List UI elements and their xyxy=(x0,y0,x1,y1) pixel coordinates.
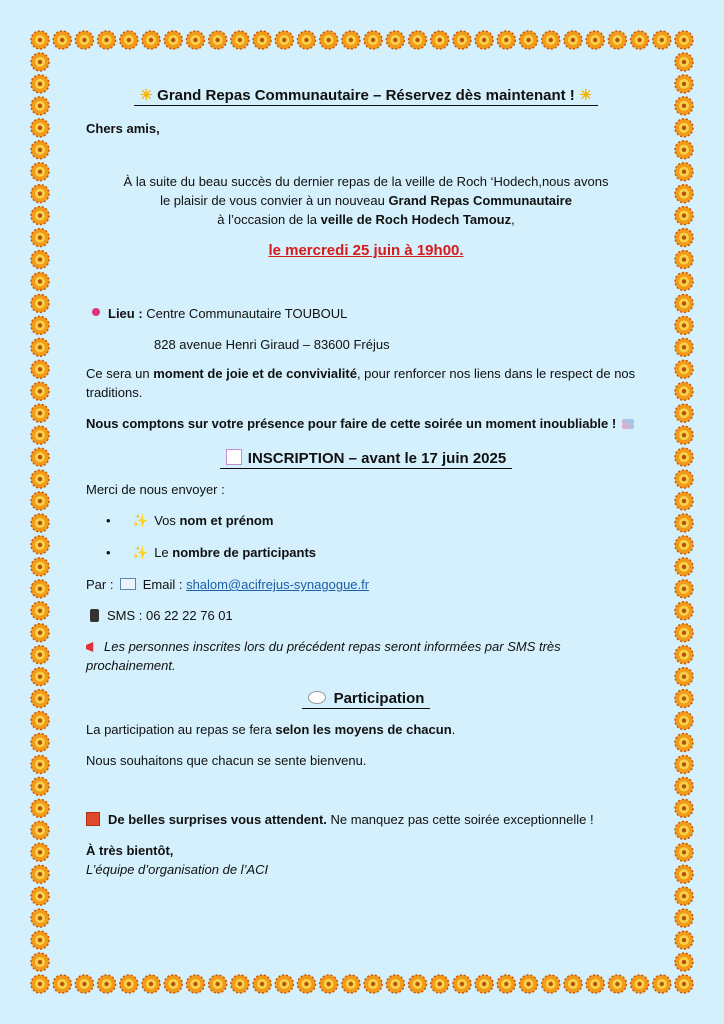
sms-notice: Les personnes inscrites lors du précédent repas seront informées par SMS très prochainement. xyxy=(86,639,561,673)
memo-icon xyxy=(226,449,242,465)
sunflower-icon xyxy=(608,31,626,49)
location-line: Lieu : Centre Communautaire TOUBOUL xyxy=(86,304,646,323)
signature: L’équipe d’organisation de l’ACI xyxy=(86,862,269,877)
sunflower-icon xyxy=(75,31,93,49)
sunflower-icon xyxy=(675,141,693,159)
sunflower-icon xyxy=(31,75,49,93)
sunflower-icon xyxy=(675,382,693,400)
sunflower-icon xyxy=(364,31,382,49)
sunflower-icon xyxy=(675,97,693,115)
sunflower-icon xyxy=(409,31,427,49)
sunflower-icon xyxy=(31,470,49,488)
sunflower-icon xyxy=(675,207,693,225)
sunflower-icon xyxy=(453,975,471,993)
sunflower-icon xyxy=(186,975,204,993)
email-link[interactable]: shalom@acifrejus-synagogue.fr xyxy=(186,577,370,592)
sunflower-icon xyxy=(542,975,560,993)
sunflower-icon xyxy=(31,690,49,708)
sunflower-icon xyxy=(31,97,49,115)
sunflower-icon xyxy=(675,887,693,905)
sunflower-icon xyxy=(675,624,693,642)
sunflower-icon xyxy=(653,975,671,993)
sunflower-icon xyxy=(675,646,693,664)
sunflower-icon xyxy=(675,668,693,686)
joy-paragraph: Ce sera un moment de joie et de convivialité, pour renforcer nos liens dans le respect de nos traditions. xyxy=(86,366,636,400)
sunflower-icon xyxy=(675,470,693,488)
sunflower-icon xyxy=(675,492,693,510)
sunflower-icon xyxy=(98,975,116,993)
sunflower-icon xyxy=(675,426,693,444)
welcome-line: Nous souhaitons que chacun se sente bienvenu. xyxy=(86,753,367,768)
inscription-heading: INSCRIPTION – avant le 17 juin 2025 xyxy=(86,449,646,468)
sunflower-icon xyxy=(31,734,49,752)
gift-icon xyxy=(86,812,100,826)
sunflower-icon xyxy=(675,251,693,269)
sunflower-icon xyxy=(31,668,49,686)
sunflower-icon xyxy=(675,404,693,422)
sunflower-icon xyxy=(675,338,693,356)
sunflower-icon xyxy=(31,558,49,576)
sunflower-icon xyxy=(31,294,49,312)
intro-paragraph: À la suite du beau succès du dernier repas de la veille de Roch ‘Hodech,nous avons le plaisir de vous convier à un nouveau Grand Repas Communautaire à l’occasion de la veille de Roch Hodech Tamouz, xyxy=(123,174,609,227)
sun-icon: ☀ xyxy=(139,87,153,104)
sunflower-icon xyxy=(475,975,493,993)
sunflower-icon xyxy=(31,909,49,927)
sunflower-icon xyxy=(675,953,693,971)
sunflower-icon xyxy=(53,31,71,49)
sunflower-icon xyxy=(320,975,338,993)
sunflower-icon xyxy=(431,31,449,49)
sunflower-icon xyxy=(31,316,49,334)
sunflower-icon xyxy=(675,799,693,817)
sunflower-icon xyxy=(608,975,626,993)
sunflower-icon xyxy=(164,975,182,993)
sunflower-icon xyxy=(675,777,693,795)
sunflower-icon xyxy=(675,272,693,290)
sunflower-icon xyxy=(31,382,49,400)
sunflower-icon xyxy=(164,31,182,49)
sunflower-icon xyxy=(675,931,693,949)
sunflower-icon xyxy=(31,448,49,466)
sunflower-icon xyxy=(586,31,604,49)
sunflower-icon xyxy=(675,448,693,466)
list-item: • ✨ Vos nom et prénom xyxy=(106,511,646,530)
sunflower-icon xyxy=(31,799,49,817)
sunflower-icon xyxy=(675,316,693,334)
sunflower-icon xyxy=(253,31,271,49)
list-item: • ✨ Le nombre de participants xyxy=(106,543,646,562)
sunflower-icon xyxy=(31,53,49,71)
sunflower-icon xyxy=(564,31,582,49)
sunflower-icon xyxy=(275,975,293,993)
participation-heading: Participation xyxy=(86,689,646,708)
sunflower-icon xyxy=(653,31,671,49)
sunflower-icon xyxy=(253,975,271,993)
sunflower-icon xyxy=(453,31,471,49)
sunflower-icon xyxy=(31,843,49,861)
sunflower-icon xyxy=(31,141,49,159)
sunflower-icon xyxy=(31,360,49,378)
sunflower-icon xyxy=(31,119,49,137)
sunflower-icon xyxy=(231,31,249,49)
sunflower-icon xyxy=(542,31,560,49)
sunflower-icon xyxy=(53,975,71,993)
sunflower-icon xyxy=(386,31,404,49)
sunflower-icon xyxy=(209,975,227,993)
sunflower-icon xyxy=(675,514,693,532)
sunflower-icon xyxy=(31,646,49,664)
participation-line: La participation au repas se fera selon les moyens de chacun. xyxy=(86,722,456,737)
greeting: Chers amis, xyxy=(86,121,160,136)
sunflower-icon xyxy=(31,975,49,993)
sunflower-icon xyxy=(520,975,538,993)
sunflower-icon xyxy=(675,75,693,93)
sunflower-icon xyxy=(675,712,693,730)
sunflower-icon xyxy=(31,492,49,510)
sunflower-icon xyxy=(31,602,49,620)
flyer-content xyxy=(86,86,646,879)
sunflower-icon xyxy=(497,31,515,49)
sunflower-icon xyxy=(31,514,49,532)
sunflower-icon xyxy=(675,843,693,861)
inscription-list xyxy=(86,511,646,562)
sunflower-icon xyxy=(31,185,49,203)
sunflower-icon xyxy=(342,975,360,993)
sunflower-icon xyxy=(675,821,693,839)
sunflower-icon xyxy=(98,31,116,49)
sunflower-icon xyxy=(209,31,227,49)
sunflower-icon xyxy=(320,31,338,49)
mobile-phone-icon xyxy=(90,609,99,622)
sunflower-icon xyxy=(297,975,315,993)
sunflower-icon xyxy=(520,31,538,49)
sunflower-icon xyxy=(31,251,49,269)
sunflower-icon xyxy=(142,31,160,49)
sunflower-icon xyxy=(31,163,49,181)
location-address: 828 avenue Henri Giraud – 83600 Fréjus xyxy=(154,337,390,352)
sunflower-icon xyxy=(675,602,693,620)
sunflower-icon xyxy=(675,580,693,598)
sunflower-icon xyxy=(364,975,382,993)
sunflower-icon xyxy=(564,975,582,993)
sunflower-icon xyxy=(631,975,649,993)
sunflower-icon xyxy=(631,31,649,49)
sunflower-icon xyxy=(297,31,315,49)
sunflower-icon xyxy=(675,294,693,312)
sunflower-icon xyxy=(675,119,693,137)
sunflower-icon xyxy=(497,975,515,993)
sparkles-icon: ✨ xyxy=(132,513,149,528)
sunflower-icon xyxy=(31,207,49,225)
sparkles-icon: ✨ xyxy=(132,545,149,560)
presence-paragraph: Nous comptons sur votre présence pour faire de cette soirée un moment inoubliable ! xyxy=(86,414,646,433)
sunflower-icon xyxy=(675,31,693,49)
sunflower-icon xyxy=(31,404,49,422)
sunflower-icon xyxy=(675,865,693,883)
party-popper-icon xyxy=(622,419,634,429)
sunflower-icon xyxy=(386,975,404,993)
sunflower-icon xyxy=(31,580,49,598)
sunflower-icon xyxy=(675,53,693,71)
sunflower-icon xyxy=(409,975,427,993)
sunflower-icon xyxy=(675,163,693,181)
sunflower-icon xyxy=(675,690,693,708)
page-title: ☀ Grand Repas Communautaire – Réservez dès maintenant ! ☀ xyxy=(86,86,646,105)
inscription-intro: Merci de nous envoyer : xyxy=(86,482,225,497)
sunflower-icon xyxy=(31,272,49,290)
sunflower-icon xyxy=(675,229,693,247)
sunflower-icon xyxy=(586,975,604,993)
sun-icon: ☀ xyxy=(578,87,593,104)
sunflower-icon xyxy=(675,734,693,752)
sunflower-icon xyxy=(675,909,693,927)
sunflower-icon xyxy=(275,31,293,49)
envelope-icon xyxy=(120,578,136,590)
sunflower-icon xyxy=(31,777,49,795)
megaphone-icon xyxy=(86,642,98,652)
sunflower-icon xyxy=(675,975,693,993)
sunflower-icon xyxy=(31,865,49,883)
sunflower-icon xyxy=(675,755,693,773)
sunflower-icon xyxy=(342,31,360,49)
sunflower-icon xyxy=(75,975,93,993)
sunflower-icon xyxy=(31,426,49,444)
sunflower-icon xyxy=(675,185,693,203)
sunflower-icon xyxy=(675,558,693,576)
round-pushpin-icon xyxy=(92,308,100,316)
closing: À très bientôt, xyxy=(86,843,174,858)
email-line: Par : Email : shalom@acifrejus-synagogue.fr xyxy=(86,577,370,592)
surprise-paragraph: De belles surprises vous attendent. Ne manquez pas cette soirée exceptionnelle ! xyxy=(86,810,646,829)
sunflower-icon xyxy=(31,536,49,554)
sunflower-icon xyxy=(31,821,49,839)
sunflower-icon xyxy=(186,31,204,49)
sunflower-icon xyxy=(31,953,49,971)
sunflower-icon xyxy=(120,31,138,49)
sms-line: SMS : 06 22 22 76 01 xyxy=(86,606,646,625)
sunflower-icon xyxy=(120,975,138,993)
sunflower-icon xyxy=(31,624,49,642)
sunflower-icon xyxy=(31,338,49,356)
sunflower-icon xyxy=(231,975,249,993)
sunflower-icon xyxy=(31,755,49,773)
sunflower-icon xyxy=(142,975,160,993)
sunflower-icon xyxy=(31,31,49,49)
sunflower-icon xyxy=(675,360,693,378)
sunflower-icon xyxy=(31,887,49,905)
speech-bubble-icon xyxy=(308,691,326,704)
sunflower-icon xyxy=(431,975,449,993)
sunflower-icon xyxy=(475,31,493,49)
event-date: le mercredi 25 juin à 19h00. xyxy=(268,242,464,259)
sunflower-icon xyxy=(31,931,49,949)
sunflower-icon xyxy=(31,229,49,247)
sunflower-icon xyxy=(31,712,49,730)
sunflower-icon xyxy=(675,536,693,554)
